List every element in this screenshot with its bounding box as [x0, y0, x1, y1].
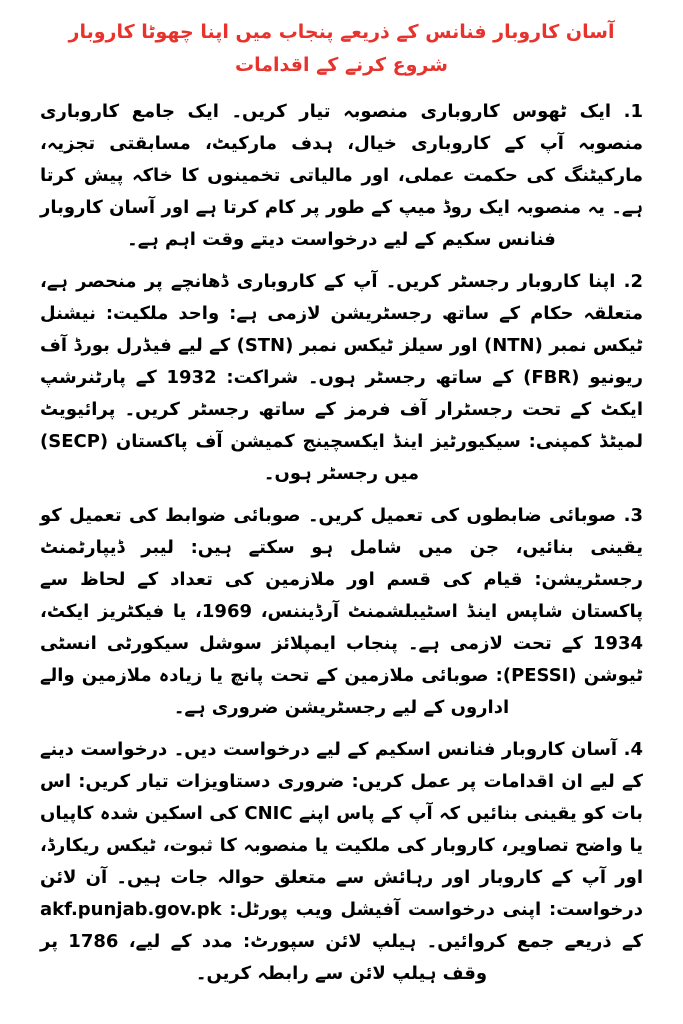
page-title: آسان کاروبار فنانس کے ذریعے پنجاب میں اپنا چھوٹا کاروبار شروع کرنے کے اقدامات: [68, 21, 615, 76]
step-4-paragraph: 4. آسان کاروبار فنانس اسکیم کے لیے درخواست دیں۔ درخواست دینے کے لیے ان اقدامات پر عمل کریں: ضروری دستاویزات تیار کریں: اس بات کو یقینی بنائیں کہ آپ کے پاس اپنے CNIC کی اسکین شدہ کاپیاں یا واضح تصاویر، کاروبار کی ملکیت یا منصوبہ کا ثبوت، ٹیکس ریکارڈ، اور آپ کے کاروبار اور رہائش سے متعلق حوالہ جات ہیں۔ آن لائن درخواست: اپنی درخواست آفیشل ویب پورٹل: akf.punjab.gov.pk کے ذریعے جمع کروائیں۔ ہیلپ لائن سپورٹ: مدد کے لیے، 1786 پر وقف ہیلپ لائن سے رابطہ کریں۔: [40, 739, 644, 984]
step-1-paragraph: 1. ایک ٹھوس کاروباری منصوبہ تیار کریں۔ ایک جامع کاروباری منصوبہ آپ کے کاروباری خیال، ہدف مارکیٹ، مسابقتی تجزیہ، مارکیٹنگ کی حکمت عملی، اور مالیاتی تخمینوں کا خاکہ پیش کرتا ہے۔ یہ منصوبہ ایک روڈ میپ کے طور پر کام کرتا ہے اور آسان کاروبار فنانس سکیم کے لیے درخواست دیتے وقت اہم ہے۔: [40, 101, 643, 250]
step-2-paragraph: 2. اپنا کاروبار رجسٹر کریں۔ آپ کے کاروباری ڈھانچے پر منحصر ہے، متعلقہ حکام کے ساتھ رجسٹریشن لازمی ہے: واحد ملکیت: نیشنل ٹیکس نمبر (NTN) اور سیلز ٹیکس نمبر (STN) کے لیے فیڈرل بورڈ آف ریونیو (FBR) کے ساتھ رجسٹر ہوں۔ شراکت: 1932 کے پارٹنرشپ ایکٹ کے تحت رجسٹرار آف فرمز کے ساتھ رجسٹر کریں۔ پرائیویٹ لمیٹڈ کمپنی: سیکیورٹیز اینڈ ایکسچینج کمیشن آف پاکستان (SECP) میں رجسٹر ہوں۔: [40, 271, 644, 484]
step-3-paragraph: 3. صوبائی ضابطوں کی تعمیل کریں۔ صوبائی ضوابط کی تعمیل کو یقینی بنائیں، جن میں شامل ہو سکتے ہیں: لیبر ڈیپارٹمنٹ رجسٹریشن: قیام کی قسم اور ملازمین کی تعداد کے لحاظ سے پاکستان شاپس اینڈ اسٹیبلشمنٹ آرڈیننس، 1969، یا فیکٹریز ایکٹ، 1934 کے تحت لازمی ہے۔ پنجاب ایمپلائز سوشل سیکورٹی انسٹی ٹیوشن (PESSI): صوبائی ملازمین کے تحت پانچ یا زیادہ ملازمین والے اداروں کے لیے رجسٹریشن ضروری ہے۔: [40, 505, 643, 718]
